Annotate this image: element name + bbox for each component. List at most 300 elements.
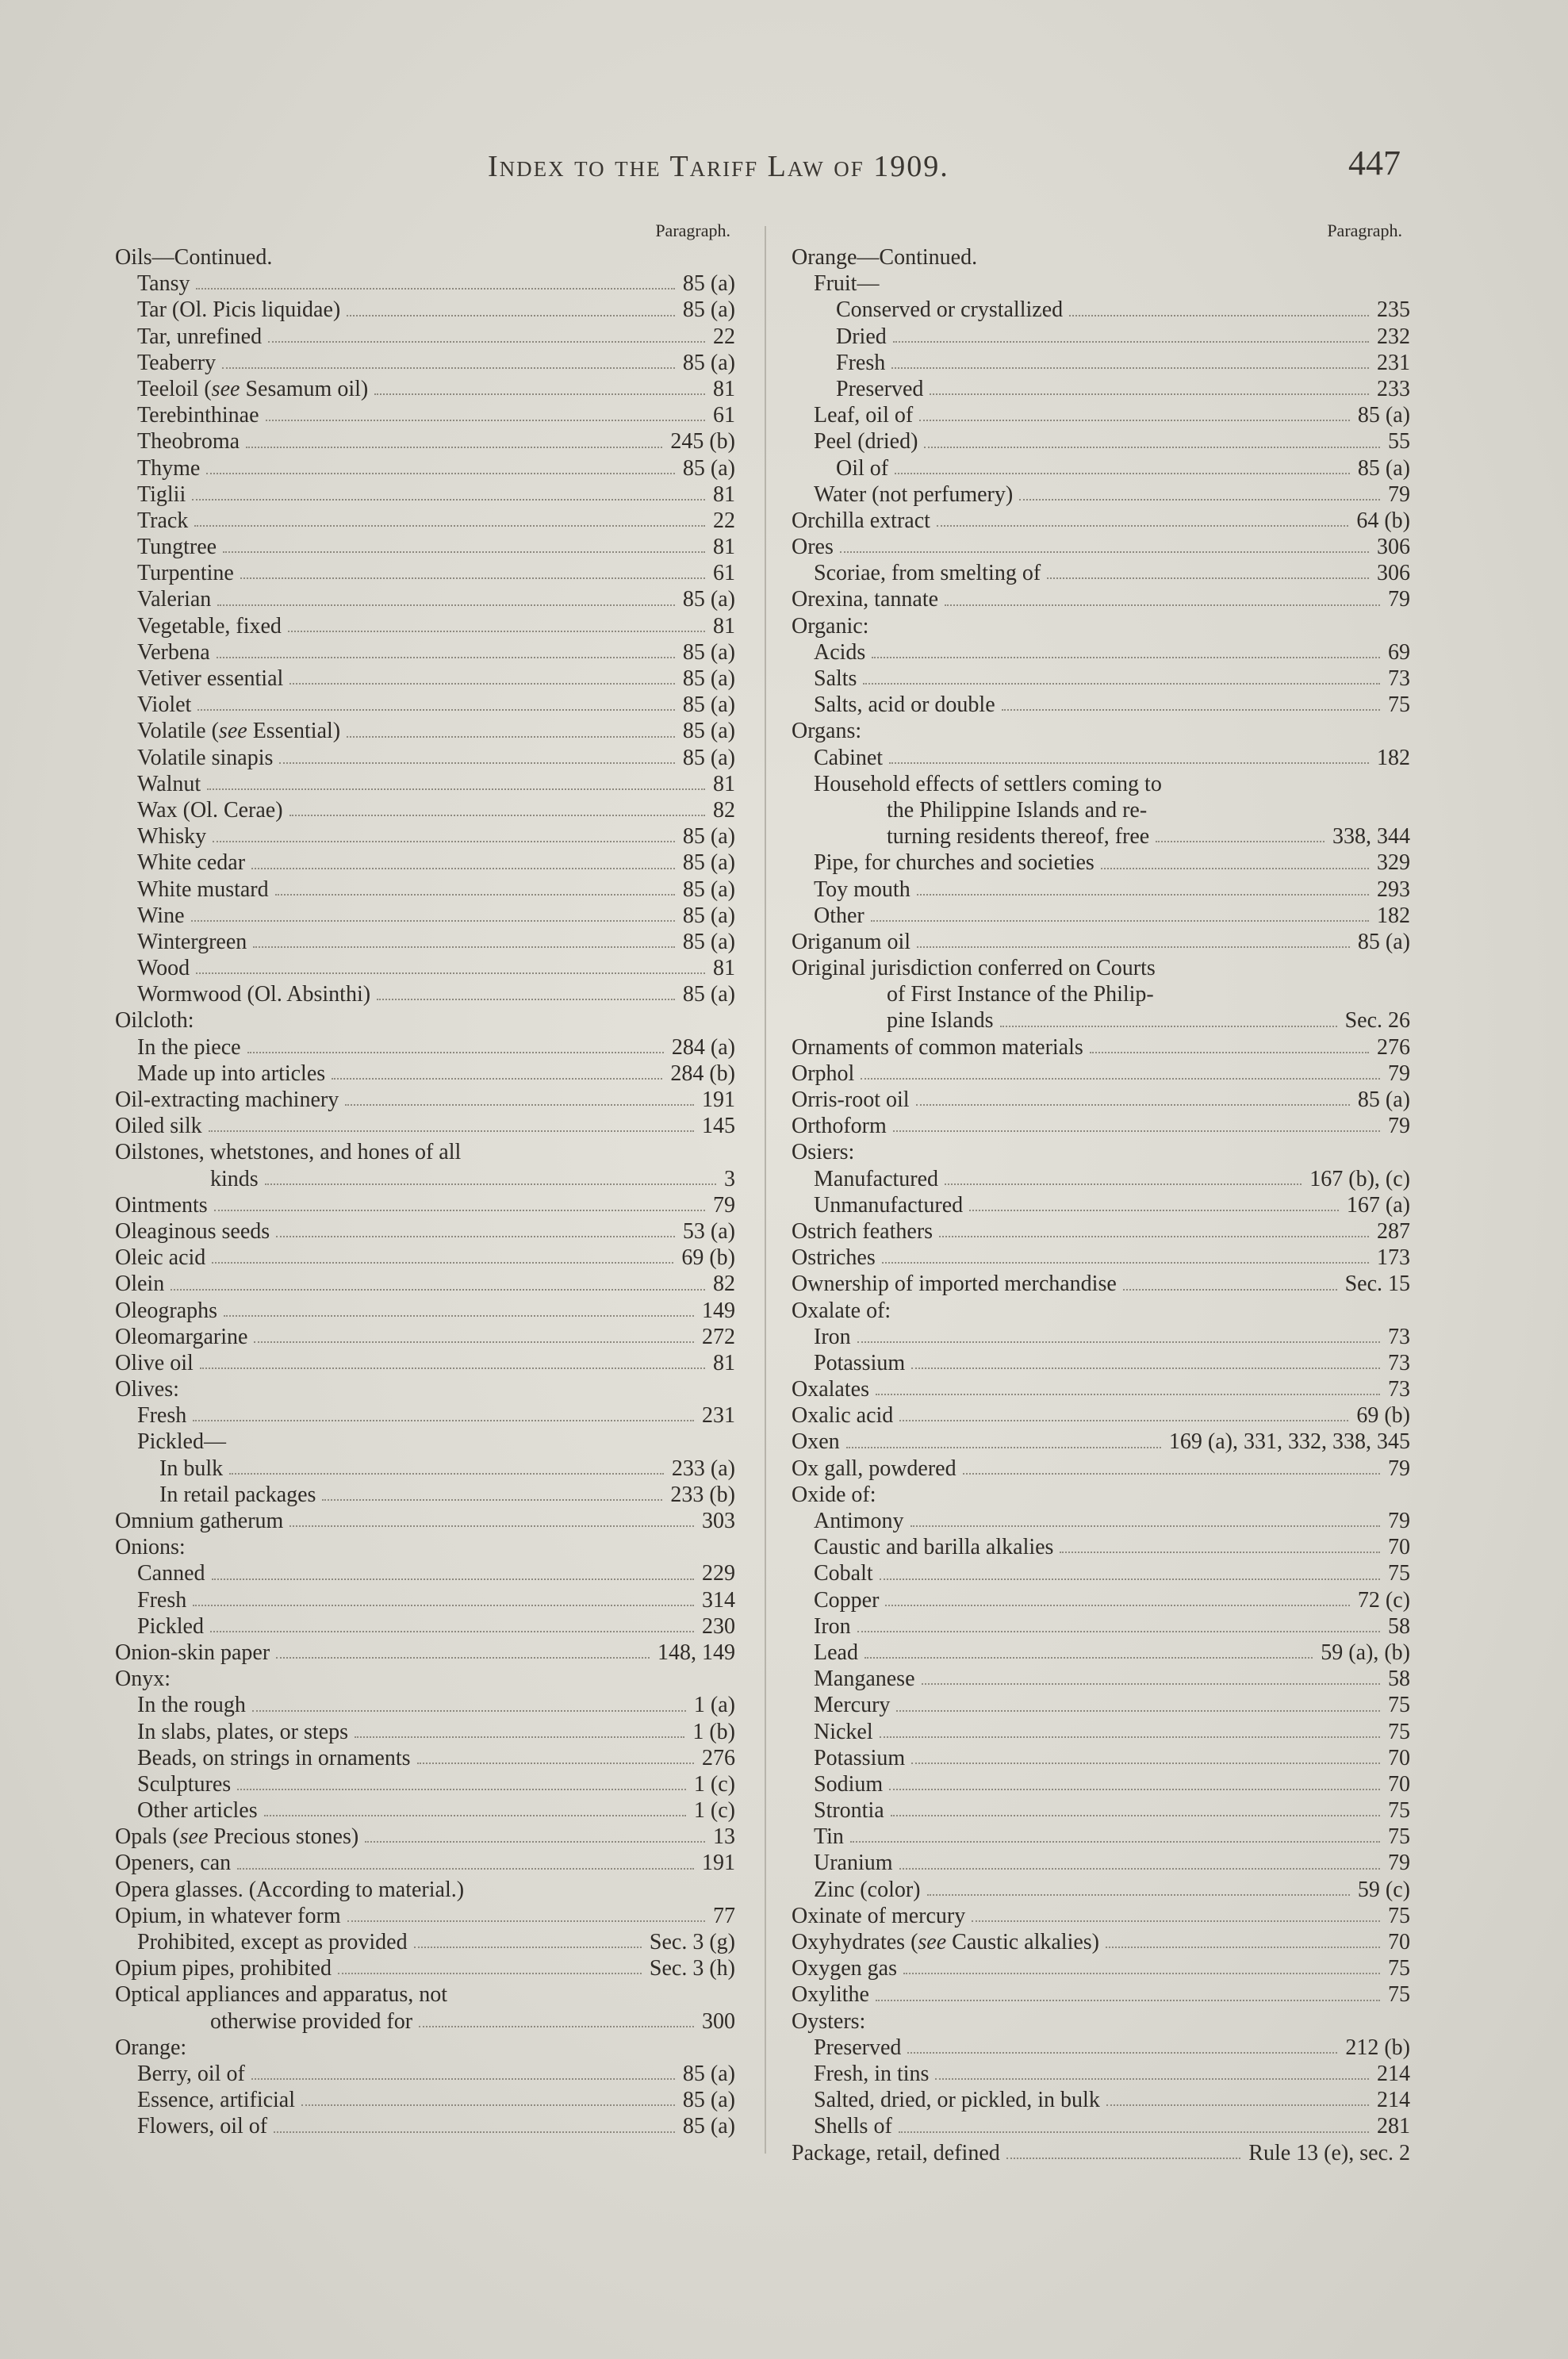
index-entry — [115, 1850, 735, 1876]
index-entry — [792, 613, 1412, 639]
entry-label: Cobalt — [814, 1561, 873, 1586]
entry-paragraph-ref: 79 — [713, 1192, 735, 1218]
index-entry — [115, 1087, 735, 1113]
dot-leader — [374, 393, 705, 395]
index-entry — [115, 297, 735, 323]
entry-paragraph-ref: 75 — [1388, 1719, 1410, 1744]
entry-label: Openers, can — [115, 1851, 232, 1876]
entry-label: Olive oil — [115, 1350, 194, 1375]
entry-paragraph-ref: 272 — [702, 1324, 735, 1349]
entry-label: Whisky — [137, 824, 207, 850]
entry-label: Orange: — [115, 2035, 187, 2060]
index-entry — [792, 1061, 1412, 1087]
entry-paragraph-ref: 214 — [1377, 2088, 1410, 2113]
index-entry — [115, 1929, 735, 1955]
entry-label: Terebinthinae — [137, 403, 259, 428]
entry-label: Tansy — [137, 271, 190, 297]
entry-label: Household effects of settlers coming to — [814, 771, 1162, 796]
entry-paragraph-ref: 284 (a) — [671, 1034, 735, 1060]
page-header — [0, 144, 1568, 197]
entry-label: Fresh — [137, 1403, 187, 1429]
entry-label: Oxygen gas — [792, 1956, 897, 1981]
dot-leader — [840, 551, 1369, 553]
entry-paragraph-ref: Sec. 3 (g) — [649, 1930, 735, 1954]
entry-label: Volatile (see Essential) — [137, 719, 341, 744]
entry-label: Omnium gatherum — [115, 1509, 284, 1533]
entry-paragraph-ref: 79 — [1388, 481, 1410, 507]
index-entry — [115, 1587, 735, 1613]
index-entry — [792, 1745, 1412, 1771]
index-entry — [115, 2008, 735, 2035]
entry-paragraph-ref: 85 (a) — [682, 2061, 735, 2086]
dot-leader — [275, 894, 675, 896]
entry-paragraph-ref: Sec. 15 — [1344, 1272, 1410, 1297]
dot-leader — [969, 1210, 1339, 1211]
index-entry — [115, 903, 735, 929]
entry-label: Beads, on strings in ornaments — [137, 1745, 411, 1770]
dot-leader — [889, 762, 1369, 764]
index-entry — [115, 350, 735, 376]
index-entry — [792, 692, 1412, 718]
dot-leader — [251, 868, 675, 869]
entry-label: Orphol — [792, 1061, 855, 1086]
entry-label: Prohibited, except as provided — [137, 1930, 408, 1954]
entry-label: Oxyhydrates (see Caustic alkalies) — [792, 1930, 1099, 1954]
entry-paragraph-ref: 79 — [1388, 1851, 1410, 1876]
dot-leader — [289, 815, 705, 816]
entry-list — [115, 244, 735, 2140]
dot-leader — [345, 1104, 694, 1106]
index-entry — [115, 534, 735, 560]
index-entry — [115, 481, 735, 508]
entry-label: Wine — [137, 903, 185, 928]
entry-label: Wintergreen — [137, 929, 247, 954]
index-entry — [115, 2035, 735, 2061]
entry-paragraph-ref: 85 (a) — [682, 455, 735, 481]
entry-paragraph-ref: 13 — [713, 1824, 735, 1850]
entry-paragraph-ref: 182 — [1377, 903, 1410, 928]
index-entry — [115, 1113, 735, 1139]
entry-label: Violet — [137, 692, 192, 718]
entry-paragraph-ref: Rule 13 (e), sec. 2 — [1248, 2140, 1410, 2165]
entry-paragraph-ref: 81 — [713, 956, 735, 981]
entry-label: Turpentine — [137, 561, 234, 586]
dot-leader — [210, 1631, 694, 1632]
entry-paragraph-ref: 22 — [713, 324, 735, 349]
index-entry — [792, 1640, 1412, 1666]
entry-label: Unmanufactured — [814, 1192, 964, 1218]
entry-paragraph-ref: 231 — [702, 1403, 735, 1429]
dot-leader — [247, 1052, 664, 1053]
entry-label: Berry, oil of — [137, 2061, 245, 2086]
index-entry — [792, 1350, 1412, 1376]
index-entry — [115, 244, 735, 270]
entry-paragraph-ref: 329 — [1377, 850, 1410, 876]
entry-label: Preserved — [814, 2035, 902, 2060]
entry-paragraph-ref: 85 (a) — [682, 850, 735, 876]
dot-leader — [899, 1420, 1348, 1421]
index-entry — [792, 1613, 1412, 1640]
index-entry — [115, 1824, 735, 1850]
entry-label: Opals (see Precious stones) — [115, 1824, 359, 1850]
dot-leader — [222, 367, 675, 369]
index-entry — [115, 1192, 735, 1218]
index-entry — [792, 1719, 1412, 1745]
entry-paragraph-ref: 59 (c) — [1357, 1877, 1410, 1902]
entry-label: Sodium — [814, 1771, 884, 1797]
dot-leader — [265, 1183, 716, 1185]
entry-paragraph-ref: 145 — [702, 1114, 735, 1139]
dot-leader — [1000, 1026, 1337, 1027]
entry-label: Antimony — [814, 1509, 904, 1533]
entry-label: Ornaments of common materials — [792, 1034, 1083, 1060]
dot-leader — [268, 341, 705, 343]
dot-leader — [871, 920, 1369, 922]
index-entry — [115, 2087, 735, 2113]
entry-paragraph-ref: 79 — [1388, 1509, 1410, 1533]
index-entry — [792, 823, 1412, 850]
entry-label: Theobroma — [137, 429, 240, 455]
entry-paragraph-ref: 75 — [1388, 1903, 1410, 1928]
entry-paragraph-ref: 77 — [713, 1903, 735, 1928]
entry-label: Salts, acid or double — [814, 692, 995, 718]
dot-leader — [850, 1841, 1380, 1843]
entry-label: Sculptures — [137, 1771, 232, 1797]
entry-paragraph-ref: 75 — [1388, 1693, 1410, 1718]
entry-paragraph-ref: 167 (b), (c) — [1309, 1166, 1410, 1191]
entry-paragraph-ref: 306 — [1377, 535, 1410, 560]
entry-label: In the piece — [137, 1034, 241, 1060]
dot-leader — [846, 1447, 1161, 1448]
entry-paragraph-ref: 148, 149 — [657, 1640, 735, 1665]
index-entry — [792, 1955, 1412, 1981]
entry-label: Oilstones, whetstones, and hones of all — [115, 1140, 462, 1165]
entry-label: Water (not perfumery) — [814, 481, 1014, 507]
entry-paragraph-ref: 85 (a) — [682, 297, 735, 323]
dot-leader — [206, 473, 675, 474]
dot-leader — [196, 288, 674, 290]
entry-label: Iron — [814, 1613, 851, 1639]
index-entry — [792, 955, 1412, 981]
entry-label: Fresh — [836, 350, 886, 375]
dot-leader — [945, 1183, 1302, 1185]
index-entry — [792, 402, 1412, 428]
entry-label: Wood — [137, 956, 190, 981]
paragraph-heading: Paragraph. — [1327, 221, 1402, 240]
entry-paragraph-ref: 1 (c) — [693, 1798, 735, 1824]
dot-leader — [916, 1104, 1350, 1106]
index-entry — [792, 508, 1412, 534]
entry-label: Ointments — [115, 1192, 208, 1218]
entry-label: Tiglii — [137, 481, 186, 507]
entry-label: Orchilla extract — [792, 508, 930, 533]
dot-leader — [240, 577, 705, 579]
index-entry — [792, 771, 1412, 797]
entry-paragraph-ref: 85 (a) — [682, 2088, 735, 2113]
entry-paragraph-ref: 81 — [713, 1350, 735, 1375]
paragraph-heading: Paragraph. — [655, 221, 730, 240]
entry-label: Wax (Ol. Cerae) — [137, 797, 283, 823]
entry-paragraph-ref: 276 — [1377, 1034, 1410, 1060]
index-entry — [115, 1218, 735, 1245]
dot-leader — [899, 2131, 1369, 2133]
entry-paragraph-ref: 55 — [1388, 429, 1410, 455]
entry-paragraph-ref: 69 (b) — [1356, 1403, 1410, 1429]
entry-label: Package, retail, defined — [792, 2140, 1000, 2165]
entry-paragraph-ref: 64 (b) — [1356, 508, 1410, 533]
dot-leader — [865, 1657, 1313, 1659]
entry-paragraph-ref: 75 — [1388, 1798, 1410, 1824]
entry-paragraph-ref: 306 — [1377, 561, 1410, 586]
dot-leader — [213, 841, 675, 842]
entry-label: Essence, artificial — [137, 2088, 296, 2113]
entry-label: Osiers: — [792, 1140, 855, 1165]
index-entry — [115, 692, 735, 718]
entry-label: Organs: — [792, 719, 862, 744]
entry-label: Ox gall, powdered — [792, 1456, 957, 1481]
index-entry — [792, 1007, 1412, 1034]
index-entry — [115, 1719, 735, 1745]
dot-leader — [917, 894, 1369, 896]
entry-label: Oilcloth: — [115, 1008, 194, 1034]
dot-leader — [217, 604, 675, 606]
entry-paragraph-ref: 300 — [702, 2008, 735, 2034]
index-entry — [115, 1402, 735, 1429]
entry-label: Olein — [115, 1272, 165, 1297]
dot-leader — [861, 1078, 1380, 1080]
entry-paragraph-ref: 70 — [1388, 1745, 1410, 1770]
index-entry — [115, 981, 735, 1007]
dot-leader — [192, 499, 705, 501]
index-entry — [115, 1508, 735, 1534]
dot-leader — [347, 1920, 705, 1922]
dot-leader — [229, 1473, 664, 1475]
index-entry — [115, 1271, 735, 1297]
dot-leader — [355, 1736, 684, 1738]
index-entry — [792, 481, 1412, 508]
page-title: Index to the Tariff Law of 1909. — [488, 150, 949, 183]
entry-label: Orthoform — [792, 1114, 887, 1139]
entry-label: Uranium — [814, 1851, 893, 1876]
dot-leader — [1106, 2104, 1369, 2106]
dot-leader — [196, 972, 705, 974]
index-entry — [115, 718, 735, 744]
index-entry — [115, 850, 735, 876]
entry-paragraph-ref: 3 — [724, 1166, 735, 1191]
entry-label: Pickled— — [137, 1429, 226, 1455]
entry-paragraph-ref: 81 — [713, 535, 735, 560]
dot-leader — [882, 1262, 1369, 1264]
index-entry — [792, 2061, 1412, 2087]
entry-paragraph-ref: 61 — [713, 561, 735, 586]
index-entry — [115, 1877, 735, 1903]
entry-label: Oil-extracting machinery — [115, 1087, 339, 1112]
dot-leader — [274, 2131, 675, 2133]
index-entry — [792, 297, 1412, 323]
entry-label: In the rough — [137, 1693, 246, 1718]
entry-label: Oil of — [836, 455, 889, 481]
index-entry — [115, 1613, 735, 1640]
dot-leader — [891, 367, 1369, 369]
dot-leader — [200, 1367, 705, 1369]
index-entry — [792, 1402, 1412, 1429]
entry-paragraph-ref: 85 (a) — [682, 876, 735, 902]
entry-label: turning residents thereof, free — [887, 824, 1150, 850]
dot-leader — [1090, 1052, 1369, 1053]
dot-leader — [857, 1341, 1380, 1343]
index-entry — [792, 1113, 1412, 1139]
index-entry — [115, 1955, 735, 1981]
index-entry — [792, 1376, 1412, 1402]
index-entry — [792, 850, 1412, 876]
entry-label: Potassium — [814, 1745, 906, 1770]
dot-leader — [264, 1815, 686, 1816]
dot-leader — [322, 1499, 662, 1501]
entry-paragraph-ref: 284 (b) — [670, 1061, 735, 1086]
page-number: 447 — [1348, 144, 1401, 182]
dot-leader — [1006, 2158, 1241, 2159]
entry-label: Toy mouth — [814, 876, 911, 902]
entry-paragraph-ref: 69 (b) — [681, 1245, 735, 1271]
entry-paragraph-ref: 79 — [1388, 1114, 1410, 1139]
entry-paragraph-ref: 85 (a) — [682, 2114, 735, 2139]
entry-paragraph-ref: 82 — [713, 1272, 735, 1297]
entry-label: Organic: — [792, 613, 869, 639]
index-entry — [115, 455, 735, 481]
index-entry — [792, 1271, 1412, 1297]
index-entry — [792, 981, 1412, 1007]
entry-label: Other — [814, 903, 865, 928]
entry-paragraph-ref: 85 (a) — [1357, 403, 1410, 428]
dot-leader — [237, 1789, 686, 1790]
entry-paragraph-ref: 314 — [702, 1587, 735, 1613]
entry-label: the Philippine Islands and re- — [887, 797, 1148, 823]
index-entry — [115, 428, 735, 455]
entry-label: Fresh, in tins — [814, 2061, 930, 2086]
entry-paragraph-ref: 85 (a) — [682, 692, 735, 718]
entry-label: Original jurisdiction conferred on Courts — [792, 956, 1156, 981]
entry-label: Tin — [814, 1824, 844, 1850]
entry-paragraph-ref: 85 (a) — [682, 745, 735, 770]
index-entry — [792, 1587, 1412, 1613]
index-entry — [115, 1534, 735, 1560]
dot-leader — [217, 657, 675, 658]
entry-paragraph-ref: 230 — [702, 1613, 735, 1639]
entry-label: Valerian — [137, 587, 212, 612]
index-entry — [792, 2140, 1412, 2166]
dot-leader — [1101, 868, 1369, 869]
entry-paragraph-ref: 82 — [713, 797, 735, 823]
index-entry — [115, 639, 735, 666]
index-entry — [115, 1692, 735, 1718]
entry-label: Opera glasses. (According to material.) — [115, 1877, 465, 1902]
index-entry — [792, 1824, 1412, 1850]
entry-paragraph-ref: 79 — [1388, 1061, 1410, 1086]
entry-label: Leaf, oil of — [814, 403, 914, 428]
dot-leader — [903, 1973, 1380, 1974]
entry-label: pine Islands — [887, 1008, 994, 1034]
dot-leader — [911, 1367, 1380, 1369]
index-entry — [792, 1929, 1412, 1955]
dot-leader — [911, 1525, 1380, 1527]
index-entry — [792, 455, 1412, 481]
entry-paragraph-ref: Sec. 26 — [1344, 1008, 1410, 1034]
dot-leader — [276, 1657, 650, 1659]
column-divider — [765, 226, 766, 2154]
entry-paragraph-ref: 173 — [1377, 1245, 1410, 1271]
entry-label: Orange—Continued. — [792, 245, 978, 270]
entry-paragraph-ref: 53 (a) — [682, 1218, 735, 1244]
index-entry — [115, 1376, 735, 1402]
entry-label: Dried — [836, 324, 887, 349]
entry-paragraph-ref: 81 — [713, 481, 735, 507]
entry-label: kinds — [210, 1166, 259, 1191]
entry-paragraph-ref: 338, 344 — [1332, 824, 1410, 850]
dot-leader — [252, 1710, 686, 1712]
entry-label: Oleographs — [115, 1298, 218, 1323]
entry-paragraph-ref: 149 — [702, 1298, 735, 1323]
index-entry — [115, 1771, 735, 1797]
index-entry — [115, 586, 735, 612]
index-entry — [115, 324, 735, 350]
dot-leader — [289, 683, 675, 685]
entry-label: Salted, dried, or pickled, in bulk — [814, 2088, 1100, 2113]
index-entry — [115, 929, 735, 955]
index-entry — [792, 1508, 1412, 1534]
entry-paragraph-ref: 85 (a) — [682, 587, 735, 612]
dot-leader — [197, 709, 675, 711]
index-entry — [115, 797, 735, 823]
index-entry — [115, 955, 735, 981]
entry-paragraph-ref: 70 — [1388, 1535, 1410, 1560]
index-entry — [115, 1666, 735, 1692]
dot-leader — [907, 2052, 1337, 2054]
entry-label: Opium, in whatever form — [115, 1903, 341, 1928]
index-entry — [792, 1797, 1412, 1824]
entry-label: Tar (Ol. Picis liquidae) — [137, 297, 341, 323]
dot-leader — [1106, 1947, 1380, 1948]
entry-paragraph-ref: 73 — [1388, 1324, 1410, 1349]
entry-label: Caustic and barilla alkalies — [814, 1535, 1054, 1560]
index-entry — [792, 1429, 1412, 1455]
entry-label: Canned — [137, 1561, 205, 1586]
index-entry — [792, 1771, 1412, 1797]
entry-label: Ostriches — [792, 1245, 876, 1271]
index-entry — [115, 666, 735, 692]
entry-paragraph-ref: 85 (a) — [682, 982, 735, 1007]
index-entry — [792, 1456, 1412, 1482]
entry-label: Optical appliances and apparatus, not — [115, 1982, 448, 2008]
entry-label: Pickled — [137, 1613, 204, 1639]
entry-label: Other articles — [137, 1798, 258, 1824]
index-entry — [792, 1981, 1412, 2008]
entry-paragraph-ref: 85 (a) — [1357, 1087, 1410, 1112]
entry-label: Walnut — [137, 771, 201, 796]
entry-label: In bulk — [159, 1456, 224, 1481]
entry-label: Conserved or crystallized — [836, 297, 1064, 323]
entry-paragraph-ref: 245 (b) — [670, 429, 735, 455]
entry-label: Lead — [814, 1640, 858, 1665]
dot-leader — [1060, 1552, 1380, 1553]
entry-paragraph-ref: 85 (a) — [682, 929, 735, 954]
entry-paragraph-ref: 182 — [1377, 745, 1410, 770]
entry-label: Volatile sinapis — [137, 745, 274, 770]
entry-paragraph-ref: 232 — [1377, 324, 1410, 349]
entry-label: Oxinate of mercury — [792, 1903, 966, 1928]
index-entry — [792, 903, 1412, 929]
entry-paragraph-ref: 293 — [1377, 876, 1410, 902]
index-entry — [115, 1061, 735, 1087]
